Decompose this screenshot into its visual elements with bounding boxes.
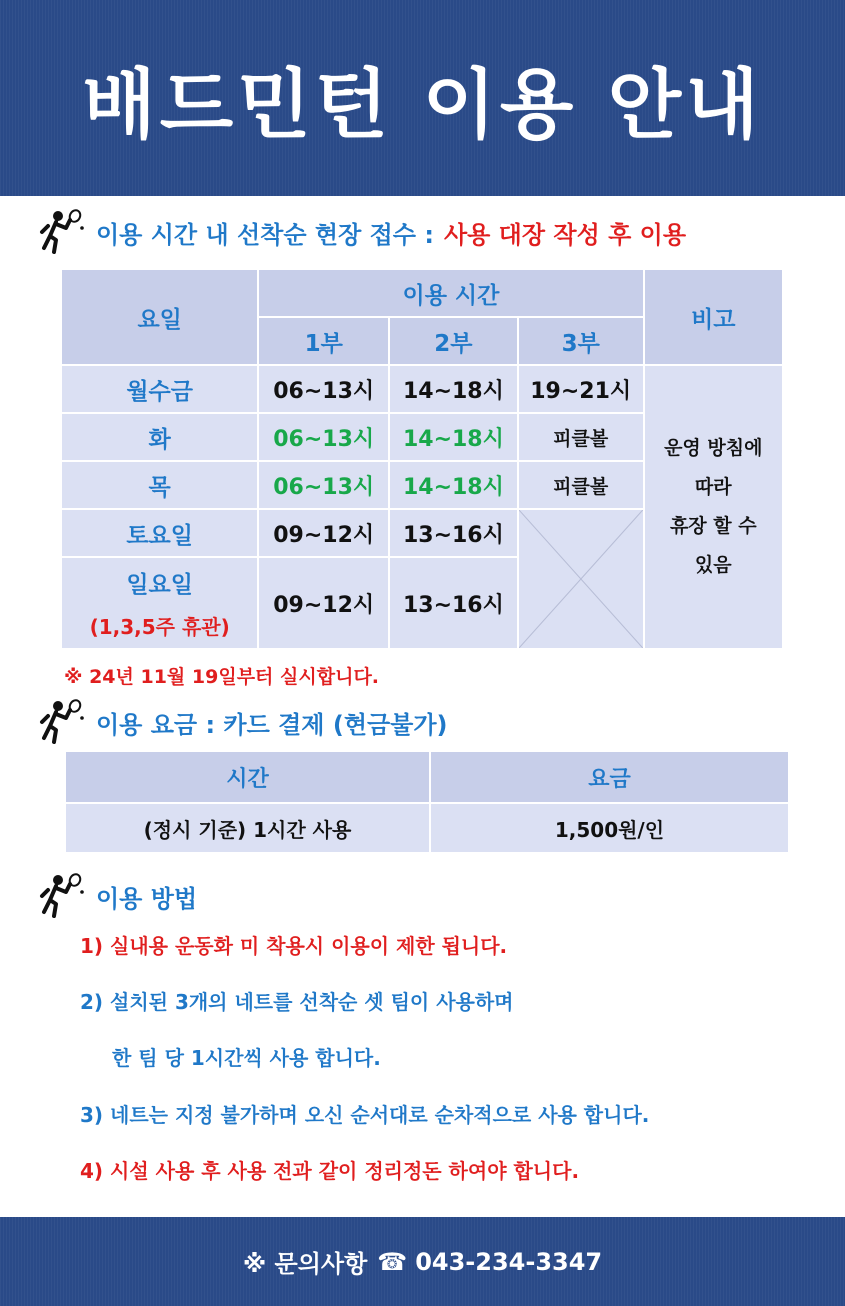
- table-row: [65, 803, 789, 853]
- fee-value: 1,500원/인: [430, 803, 789, 853]
- row-time2: 13~16시: [389, 557, 518, 649]
- badminton-player-icon: [36, 208, 86, 256]
- header-note: 비고: [644, 269, 783, 365]
- method-item-2: 2) 설치된 3개의 네트를 선착순 셋 팀이 사용하며: [80, 990, 514, 1014]
- fee-header-time: 시간: [65, 751, 430, 803]
- row-time2: 14~18시: [389, 413, 518, 461]
- header-usage-time: 이용 시간: [258, 269, 643, 317]
- method-item-4: 4) 시설 사용 후 사용 전과 같이 정리정돈 하여야 합니다.: [80, 1159, 580, 1183]
- header-part2: 2부: [389, 317, 518, 365]
- header-part3: 3부: [518, 317, 644, 365]
- row-day: 일요일: [126, 572, 193, 598]
- empty-cross-cell: [518, 509, 644, 649]
- fee-header-fee: 요금: [430, 751, 789, 803]
- row-time1: 09~12시: [258, 557, 389, 649]
- schedule-table: [60, 268, 784, 650]
- note-line: 따라: [694, 476, 732, 498]
- page-title: 배드민턴 이용 안내: [82, 59, 763, 149]
- row-time1: 06~13시: [258, 365, 389, 413]
- header-day: 요일: [61, 269, 258, 365]
- section-usage-time-title: [36, 208, 686, 256]
- footer-phone[interactable]: 043-234-3347: [415, 1247, 603, 1276]
- section2-title: 이용 요금 : 카드 결제 (현금불가): [96, 710, 448, 739]
- table-row: [61, 365, 783, 413]
- badminton-player-icon: [36, 698, 86, 746]
- row-day: 토요일: [61, 509, 258, 557]
- note-cell: [644, 365, 783, 649]
- method-item-2-cont: 한 팀 당 1시간씩 사용 합니다.: [112, 1046, 381, 1070]
- section3-title: 이용 방법: [96, 884, 198, 913]
- fee-time-value: (정시 기준) 1시간 사용: [65, 803, 430, 853]
- section-method-title: [36, 872, 197, 920]
- row-time1: 09~12시: [258, 509, 389, 557]
- note-line: 운영 방침에: [664, 437, 763, 459]
- footer-label: ※ 문의사항: [242, 1250, 368, 1278]
- row-time1: 06~13시: [258, 413, 389, 461]
- phone-icon: ☎: [377, 1247, 408, 1276]
- row-day: 목: [61, 461, 258, 509]
- header-banner: [0, 0, 845, 196]
- section1-title-blue: 이용 시간 내 선착순 현장 접수 :: [96, 220, 434, 249]
- row-time2: 13~16시: [389, 509, 518, 557]
- row-time2: 14~18시: [389, 365, 518, 413]
- header-part1: 1부: [258, 317, 389, 365]
- notice-text: ※ 24년 11월 19일부터 실시합니다.: [64, 666, 380, 688]
- cross-lines: [519, 510, 643, 648]
- row-time2: 14~18시: [389, 461, 518, 509]
- section1-title-red: 사용 대장 작성 후 이용: [443, 220, 687, 249]
- row-time3: 피클볼: [518, 413, 644, 461]
- note-line: 있음: [694, 554, 732, 576]
- footer-contact: [0, 1217, 845, 1306]
- row-time1: 06~13시: [258, 461, 389, 509]
- row-day: 월수금: [61, 365, 258, 413]
- row-time3: 19~21시: [518, 365, 644, 413]
- row-day: 화: [61, 413, 258, 461]
- badminton-player-icon: [36, 872, 86, 920]
- note-line: 휴장 할 수: [669, 515, 757, 537]
- row-day-sub: (1,3,5주 휴관): [89, 615, 230, 639]
- row-day-sunday: [61, 557, 258, 649]
- method-item-3: 3) 네트는 지정 불가하며 오신 순서대로 순차적으로 사용 합니다.: [80, 1103, 650, 1127]
- section-fee-title: [36, 698, 448, 746]
- method-item-1: 1) 실내용 운동화 미 착용시 이용이 제한 됩니다.: [80, 934, 508, 958]
- fee-table: [64, 750, 790, 854]
- row-time3: 피클볼: [518, 461, 644, 509]
